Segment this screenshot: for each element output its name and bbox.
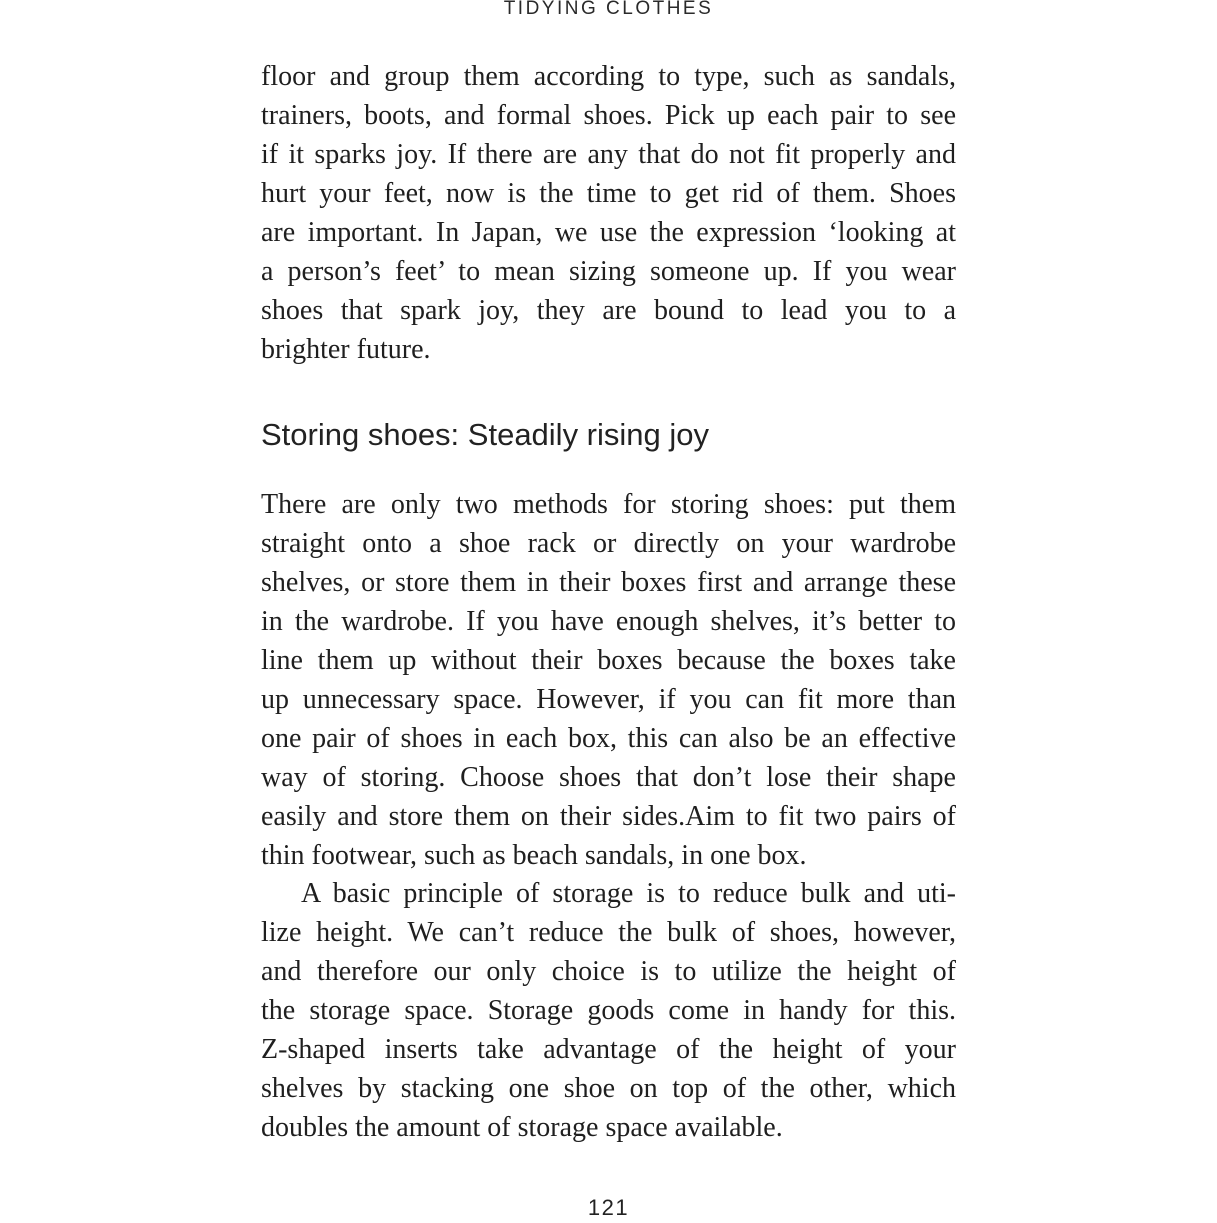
text-line: the storage space. Storage goods come in handy for this. [261, 995, 956, 1026]
text-line: thin footwear, such as beach sandals, in one box. [261, 840, 807, 871]
text-line: shelves, or store them in their boxes first and arrange these [261, 567, 956, 598]
text-line: lize height. We can’t reduce the bulk of shoes, however, [261, 917, 956, 948]
text-line: in the wardrobe. If you have enough shelves, it’s better to [261, 606, 956, 637]
text-line: There are only two methods for storing shoes: put them [261, 489, 956, 520]
text-line: brighter future. [261, 334, 431, 365]
text-line: straight onto a shoe rack or directly on your wardrobe [261, 528, 956, 559]
text-line: easily and store them on their sides.Aim to fit two pairs of [261, 801, 956, 832]
text-line: floor and group them according to type, such as sandals, [261, 61, 956, 92]
paragraph-3 [261, 874, 956, 1147]
paragraph-2 [261, 485, 956, 875]
text-line: shelves by stacking one shoe on top of the other, which [261, 1073, 956, 1104]
text-line: one pair of shoes in each box, this can also be an effective [261, 723, 956, 754]
text-line: line them up without their boxes because the boxes take [261, 645, 956, 676]
running-head: TIDYING CLOTHES [503, 0, 714, 19]
text-line: A basic principle of storage is to reduce bulk and uti- [301, 878, 956, 909]
text-line: doubles the amount of storage space available. [261, 1112, 783, 1143]
paragraph-1 [261, 57, 956, 369]
text-line: shoes that spark joy, they are bound to lead you to a [261, 295, 956, 326]
text-line: and therefore our only choice is to utilize the height of [261, 956, 956, 987]
text-line: Z-shaped inserts take advantage of the height of your [261, 1034, 956, 1065]
text-line: are important. In Japan, we use the expression ‘looking at [261, 217, 956, 248]
text-line: a person’s feet’ to mean sizing someone up. If you wear [261, 256, 956, 287]
text-line: way of storing. Choose shoes that don’t lose their shape [261, 762, 956, 793]
text-line: if it sparks joy. If there are any that do not fit properly and [261, 139, 956, 170]
page-number: 121 [587, 1195, 630, 1220]
text-line: hurt your feet, now is the time to get rid of them. Shoes [261, 178, 956, 209]
text-line: trainers, boots, and formal shoes. Pick up each pair to see [261, 100, 956, 131]
text-line: up unnecessary space. However, if you can fit more than [261, 684, 956, 715]
section-heading: Storing shoes: Steadily rising joy [261, 417, 710, 452]
